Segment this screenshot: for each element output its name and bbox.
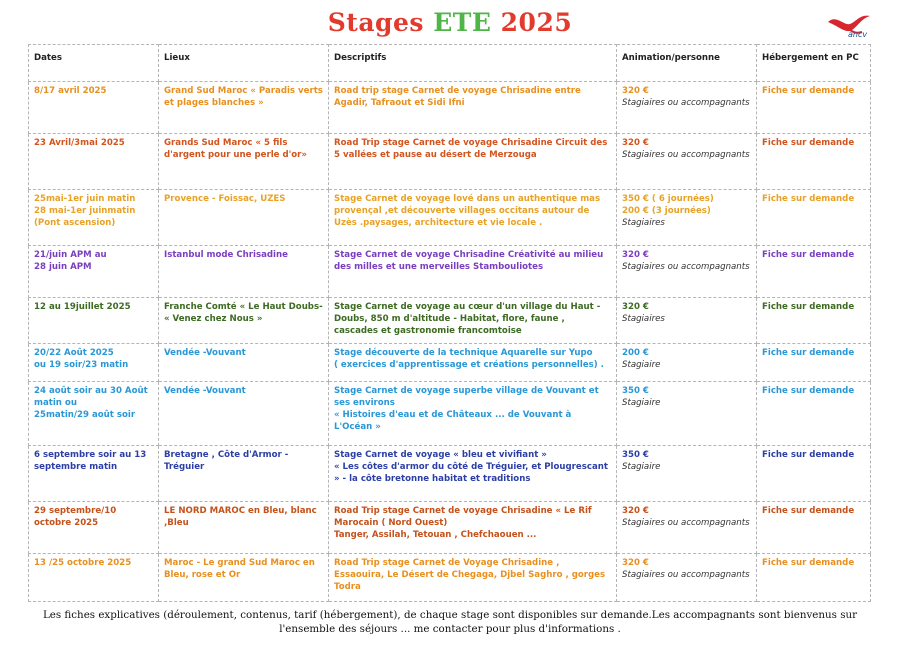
cell-descriptif-line: Stage Carnet de voyage Chrisadine Créativité au milieu des milles et une merveilles Stambouliotes	[334, 250, 604, 272]
fiche-link: Fiche sur demande	[762, 506, 855, 516]
cell-animation	[617, 298, 757, 344]
cell-animation-line: 200 €	[622, 348, 649, 358]
cell-descriptif-line: Stage Carnet de voyage superbe village de Vouvant et ses environs	[334, 386, 599, 408]
table-row	[29, 246, 871, 298]
cell-lieu-line: Grands Sud Maroc « 5 fils d'argent pour une perle d'or»	[164, 138, 307, 160]
cell-date	[29, 190, 159, 246]
cell-date-line: 20/22 Août 2025	[34, 348, 114, 358]
cell-descriptif-line: « Les côtes d'armor du côté de Tréguier, et Plougrescant » - la côte bretonne habitat et traditions	[334, 461, 608, 484]
cell-descriptif-line: Tanger, Assilah, Tetouan , Chefchaouen ...	[334, 529, 537, 540]
cell-animation	[617, 554, 757, 602]
cell-date-line: 25mai-1er juin matin	[34, 194, 136, 204]
footer-note: Les fiches explicatives (déroulement, contenus, tarif (hébergement), de chaque stage sont disponibles sur demande.Les accompagnants sont bienvenus sur l'ensemble des séjours ... me contacter pour plus d'informations .	[42, 609, 858, 636]
cell-lieu-line: Vendée -Vouvant	[164, 386, 246, 396]
cell-descriptif-line: Road Trip stage Carnet de Voyage Chrisadine , Essaouira, Le Désert de Chegaga, Djbel Saghro , gorges Todra	[334, 558, 606, 592]
page-title	[0, 8, 900, 37]
cell-hebergement	[757, 502, 871, 554]
cell-animation-line: Stagiaires	[622, 217, 665, 228]
cell-date-line: 12 au 19juillet 2025	[34, 302, 131, 312]
fiche-link: Fiche sur demande	[762, 450, 855, 460]
cell-lieu	[159, 134, 329, 190]
cell-animation	[617, 446, 757, 502]
table-row	[29, 82, 871, 134]
cell-animation-line: 320 €	[622, 86, 649, 96]
cell-hebergement	[757, 382, 871, 446]
cell-lieu	[159, 554, 329, 602]
cell-animation	[617, 382, 757, 446]
cell-date-line: 25matin/29 août soir	[34, 409, 136, 420]
cell-descriptif-line: « Histoires d'eau et de Châteaux ... de Vouvant à L'Océan »	[334, 409, 572, 432]
cell-descriptif-line: Stage Carnet de voyage au cœur d'un village du Haut - Doubs, 850 m d'altitude - Habitat, flore, faune , cascades et gastronomie francomtoise	[334, 302, 601, 336]
cell-lieu-line: Provence - Foissac, UZES	[164, 194, 286, 204]
cell-descriptif	[329, 134, 617, 190]
cell-animation-line: Stagiaire	[622, 359, 661, 370]
cell-animation	[617, 82, 757, 134]
cell-animation-line: 320 €	[622, 250, 649, 260]
cell-descriptif	[329, 554, 617, 602]
cell-animation-line: 320 €	[622, 138, 649, 148]
fiche-link: Fiche sur demande	[762, 302, 855, 312]
cell-descriptif	[329, 502, 617, 554]
cell-animation-line: Stagiaires ou accompagnants	[622, 97, 750, 108]
cell-animation	[617, 134, 757, 190]
cell-date-line: 21/juin APM au	[34, 250, 107, 260]
table-row	[29, 502, 871, 554]
cell-animation	[617, 190, 757, 246]
cell-date	[29, 502, 159, 554]
table-row	[29, 382, 871, 446]
cell-date	[29, 134, 159, 190]
cell-lieu	[159, 344, 329, 382]
cell-descriptif-line: Road Trip stage Carnet de voyage Chrisadine « Le Rif Marocain ( Nord Ouest)	[334, 506, 592, 528]
cell-lieu	[159, 502, 329, 554]
table-row	[29, 190, 871, 246]
cell-descriptif-line: Stage Carnet de voyage lové dans un authentique mas provençal ,et découverte villages occitans autour de Uzès .paysages, architecture et vie locale .	[334, 194, 601, 228]
header-descriptifs: Descriptifs	[329, 45, 617, 82]
cell-hebergement	[757, 446, 871, 502]
cell-animation-line: Stagiaire	[622, 461, 661, 472]
title-stages: Stages	[327, 8, 424, 37]
cell-animation-line: 200 € (3 journées)	[622, 205, 711, 216]
header-animation: Animation/personne	[617, 45, 757, 82]
cell-lieu	[159, 190, 329, 246]
cell-date-line: ou 19 soir/23 matin	[34, 359, 129, 370]
fiche-link: Fiche sur demande	[762, 86, 855, 96]
cell-date	[29, 554, 159, 602]
cell-descriptif	[329, 382, 617, 446]
cell-lieu-line: Maroc - Le grand Sud Maroc en Bleu, rose et Or	[164, 558, 315, 580]
cell-animation-line: Stagiaires	[622, 313, 665, 324]
cell-descriptif	[329, 446, 617, 502]
cell-date	[29, 298, 159, 344]
cell-hebergement	[757, 554, 871, 602]
cell-animation-line: Stagiaires ou accompagnants	[622, 261, 750, 272]
table-row	[29, 298, 871, 344]
cell-lieu	[159, 246, 329, 298]
fiche-link: Fiche sur demande	[762, 558, 855, 568]
cell-descriptif-line: Road trip stage Carnet de voyage Chrisadine entre Agadir, Tafraout et Sidi Ifni	[334, 86, 581, 108]
cell-date-line: 24 août soir au 30 Août matin ou	[34, 386, 148, 408]
cell-date	[29, 82, 159, 134]
cell-lieu	[159, 382, 329, 446]
cell-animation-line: 350 €	[622, 386, 649, 396]
stages-table	[28, 44, 871, 602]
cell-hebergement	[757, 190, 871, 246]
title-ete: ETE	[433, 8, 492, 37]
cell-lieu	[159, 446, 329, 502]
cell-lieu-line: LE NORD MAROC en Bleu, blanc ,Bleu	[164, 506, 317, 528]
cell-date-line: 8/17 avril 2025	[34, 86, 107, 96]
cell-animation-line: Stagiaires ou accompagnants	[622, 517, 750, 528]
cell-animation	[617, 246, 757, 298]
cell-descriptif-line: Road Trip stage Carnet de voyage Chrisadine Circuit des 5 vallées et pause au désert de Merzouga	[334, 138, 608, 160]
cell-date-line: 6 septembre soir au 13 septembre matin	[34, 450, 147, 472]
cell-hebergement	[757, 134, 871, 190]
table-row	[29, 446, 871, 502]
cell-descriptif	[329, 190, 617, 246]
cell-lieu	[159, 82, 329, 134]
cell-hebergement	[757, 344, 871, 382]
cell-descriptif	[329, 246, 617, 298]
fiche-link: Fiche sur demande	[762, 250, 855, 260]
cell-lieu	[159, 298, 329, 344]
cell-date-line: 23 Avril/3mai 2025	[34, 138, 125, 148]
cell-animation-line: Stagiaires ou accompagnants	[622, 149, 750, 160]
cell-descriptif	[329, 298, 617, 344]
header-lieux: Lieux	[159, 45, 329, 82]
cell-date-line: 28 mai-1er juinmatin (Pont ascension)	[34, 205, 136, 228]
cell-descriptif-line: Stage Carnet de voyage « bleu et vivifiant »	[334, 450, 547, 460]
cell-descriptif	[329, 82, 617, 134]
cell-date	[29, 446, 159, 502]
cell-animation	[617, 502, 757, 554]
cell-hebergement	[757, 298, 871, 344]
fiche-link: Fiche sur demande	[762, 138, 855, 148]
table-body	[29, 82, 871, 602]
cell-date-line: 29 septembre/10 octobre 2025	[34, 506, 117, 528]
cell-hebergement	[757, 246, 871, 298]
fiche-link: Fiche sur demande	[762, 386, 855, 396]
table-header-row	[29, 45, 871, 82]
cell-date	[29, 246, 159, 298]
ancv-logo-text: ancv	[848, 30, 868, 39]
table-row	[29, 344, 871, 382]
cell-animation-line: 350 €	[622, 450, 649, 460]
cell-hebergement	[757, 82, 871, 134]
cell-animation-line: 320 €	[622, 302, 649, 312]
cell-animation-line: 320 €	[622, 558, 649, 568]
cell-date	[29, 382, 159, 446]
cell-descriptif-line: Stage découverte de la technique Aquarelle sur Yupo	[334, 348, 593, 358]
cell-lieu-line: Vendée -Vouvant	[164, 348, 246, 358]
cell-lieu-line: Grand Sud Maroc « Paradis verts et plages blanches »	[164, 86, 323, 108]
cell-date-line: 13 /25 octobre 2025	[34, 558, 132, 568]
cell-animation-line: 320 €	[622, 506, 649, 516]
cell-descriptif	[329, 344, 617, 382]
cell-lieu-line: Franche Comté « Le Haut Doubs- « Venez chez Nous »	[164, 302, 323, 324]
cell-animation-line: Stagiaires ou accompagnants	[622, 569, 750, 580]
cell-animation	[617, 344, 757, 382]
cell-descriptif-line: ( exercices d'apprentissage et créations personnelles) .	[334, 359, 604, 370]
cell-lieu-line: Istanbul mode Chrisadine	[164, 250, 288, 260]
cell-animation-line: 350 € ( 6 journées)	[622, 194, 714, 204]
fiche-link: Fiche sur demande	[762, 348, 855, 358]
cell-date-line: 28 juin APM	[34, 261, 92, 272]
table-row	[29, 134, 871, 190]
header-dates: Dates	[29, 45, 159, 82]
cell-lieu-line: Bretagne , Côte d'Armor - Tréguier	[164, 450, 289, 472]
table-row	[29, 554, 871, 602]
header-hebergement: Hébergement en PC	[757, 45, 871, 82]
cell-animation-line: Stagiaire	[622, 397, 661, 408]
cell-date	[29, 344, 159, 382]
title-year: 2025	[500, 8, 573, 37]
fiche-link: Fiche sur demande	[762, 194, 855, 204]
